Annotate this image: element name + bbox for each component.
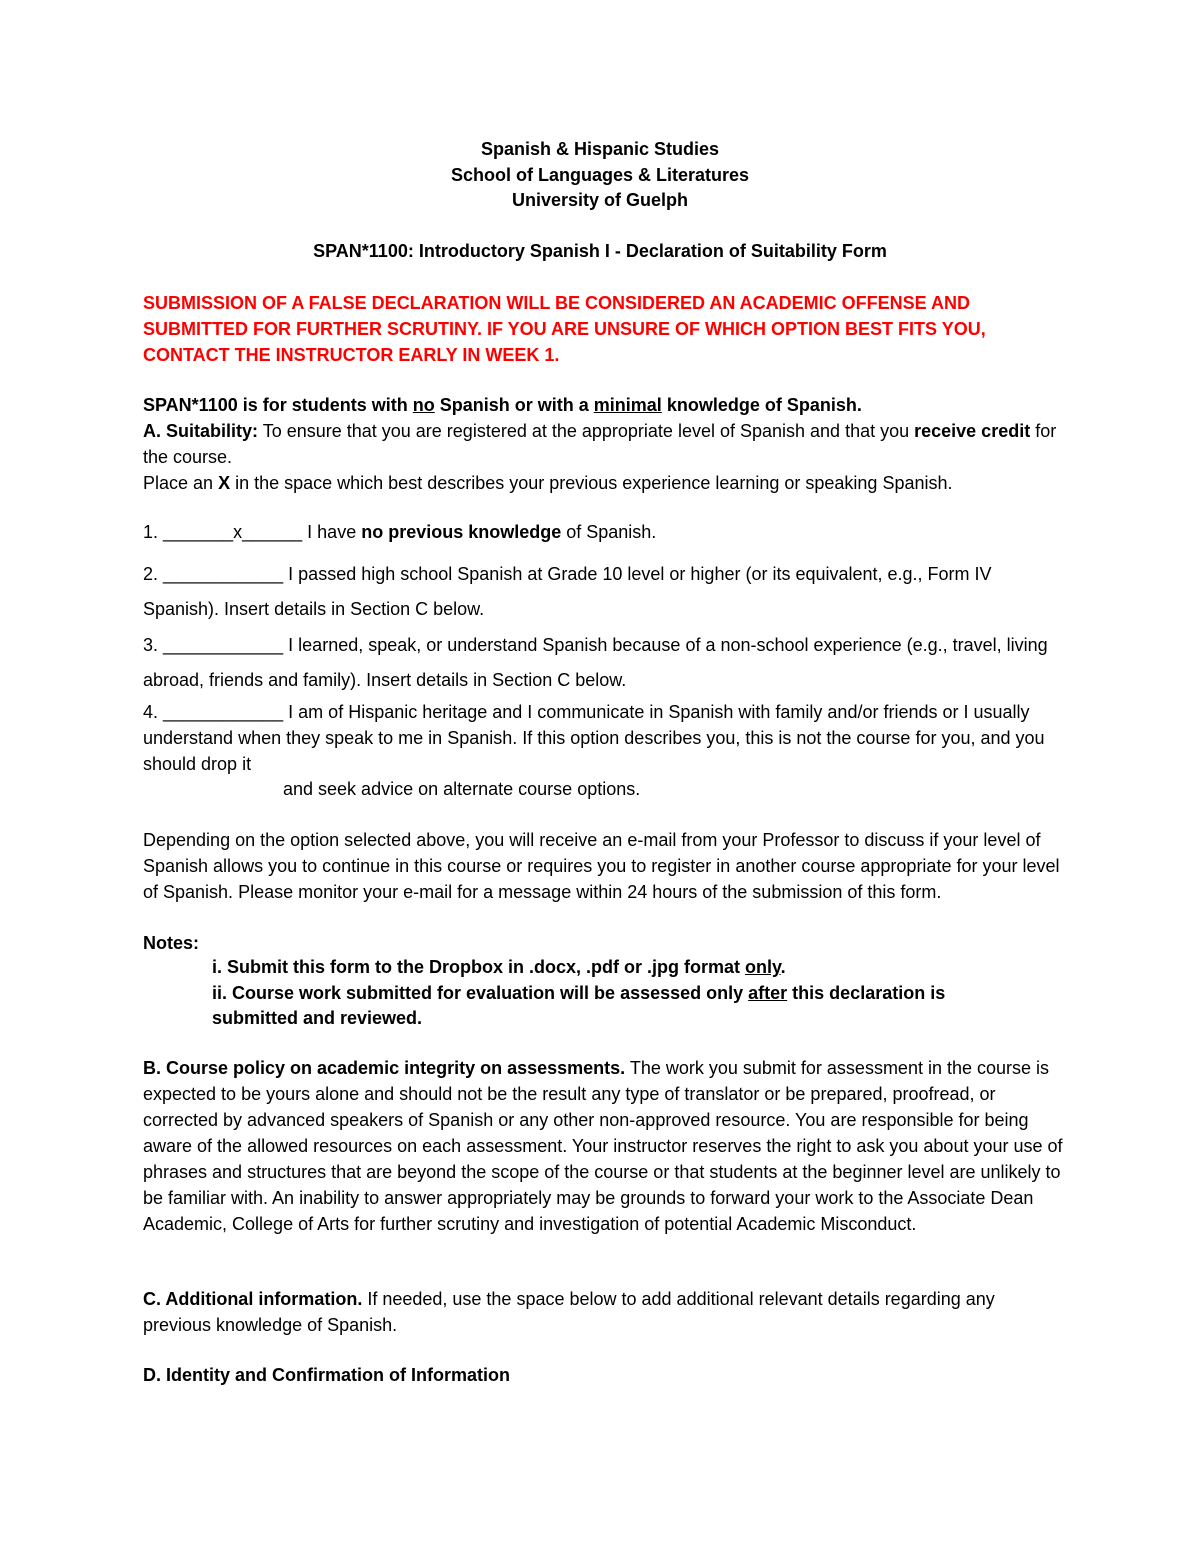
section-c-heading: C. Additional information. — [143, 1289, 363, 1309]
option-4[interactable]: 4. ____________ I am of Hispanic heritage and I communicate in Spanish with family and/or friends or I usually understand when they speak to me in Spanish. If this option describes you, this is not the course for you, and you should drop it — [143, 702, 1045, 774]
false-declaration-warning: SUBMISSION OF A FALSE DECLARATION WILL BE CONSIDERED AN ACADEMIC OFFENSE AND SUBMITTED FOR FURTHER SCRUTINY. IF YOU ARE UNSURE OF WHICH OPTION BEST FITS YOU, CONTACT THE INSTRUCTOR EARLY IN WEEK 1. — [143, 293, 986, 365]
note-1: i. Submit this form to the Dropbox in .docx, .pdf or .jpg format only. — [212, 957, 786, 977]
option-4-answer-blank[interactable]: ____________ — [163, 702, 284, 722]
option-2-answer-blank[interactable]: ____________ — [163, 564, 284, 584]
notes-list — [212, 955, 1032, 1032]
depending-paragraph: Depending on the option selected above, you will receive an e-mail from your Professor to discuss if your level of Spanish allows you to continue in this course or requires you to register in another course appropriate for your level of Spanish. Please monitor your e-mail for a message within 24 hours of the submission of this form. — [143, 830, 1060, 902]
section-b: B. Course policy on academic integrity on assessments. The work you submit for assessment in the course is expected to be yours alone and should not be the result any type of translator or be prepared, proofread, or corrected by advanced speakers of Spanish or any other non-approved resource. You are responsible for being aware of the allowed resources on each assessment. Your instructor reserves the right to ask you about your use of phrases and structures that are beyond the scope of the course or that students at the beginner level are unlikely to be familiar with. An inability to answer appropriately may be grounds to forward your work to the Associate Dean Academic, College of Arts for further scrutiny and investigation of potential Academic Misconduct. — [143, 1058, 1063, 1234]
notes-label: Notes: — [143, 933, 200, 953]
form-title: SPAN*1100: Introductory Spanish I - Declaration of Suitability Form — [313, 241, 887, 261]
intro-section — [143, 392, 1063, 496]
university-name: University of Guelph — [511, 190, 689, 210]
section-b-heading: B. Course policy on academic integrity on assessments. — [143, 1058, 626, 1078]
option-4-continuation: and seek advice on alternate course options. — [283, 779, 641, 799]
section-c: C. Additional information. If needed, use the space below to add additional relevant details regarding any previous knowledge of Spanish. — [143, 1289, 995, 1335]
option-1-answer-blank[interactable]: _______x______ — [163, 522, 303, 542]
document-header — [0, 137, 1200, 214]
school-name: School of Languages & Literatures — [450, 164, 750, 185]
option-2[interactable]: 2. ____________ I passed high school Spanish at Grade 10 level or higher (or its equivalent, e.g., Form IV Spanish). Insert details in Section C below. — [143, 564, 992, 619]
course-eligibility-statement: SPAN*1100 is for students with no Spanish or with a minimal knowledge of Spanish. — [143, 395, 862, 415]
suitability-statement: A. Suitability: To ensure that you are registered at the appropriate level of Spanish and that you receive credit for the course. — [143, 421, 1057, 467]
section-d-heading: D. Identity and Confirmation of Information — [143, 1365, 510, 1385]
placement-instructions: Place an X in the space which best describes your previous experience learning or speaking Spanish. — [143, 473, 953, 493]
option-3[interactable]: 3. ____________ I learned, speak, or understand Spanish because of a non-school experience (e.g., travel, living abroad, friends and family). Insert details in Section C below. — [143, 635, 1048, 690]
option-3-answer-blank[interactable]: ____________ — [163, 635, 284, 655]
option-1[interactable]: 1. _______x______ I have no previous knowledge of Spanish. — [143, 522, 657, 542]
department-name: Spanish & Hispanic Studies — [480, 139, 720, 159]
note-2: ii. Course work submitted for evaluation will be assessed only after this declaration is submitted and reviewed. — [212, 982, 946, 1028]
